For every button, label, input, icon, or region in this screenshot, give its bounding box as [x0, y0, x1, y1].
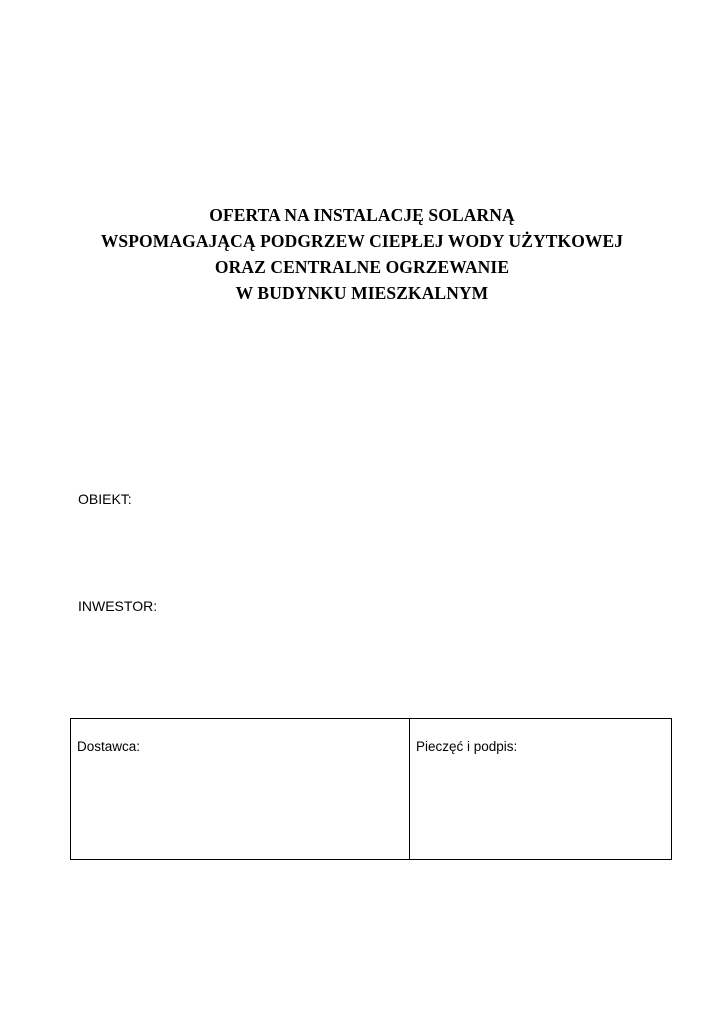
- stamp-signature-label: Pieczęć i podpis:: [416, 739, 518, 754]
- title-line-2: WSPOMAGAJĄCĄ PODGRZEW CIEPŁEJ WODY UŻYTKOWEJ: [100, 231, 624, 251]
- supplier-label: Dostawca:: [77, 739, 141, 754]
- signature-table: [70, 718, 672, 860]
- inwestor-label: INWESTOR:: [78, 598, 158, 614]
- signature-table-row: [71, 719, 672, 860]
- obiekt-label: OBIEKT:: [78, 491, 132, 507]
- title-line-4: W BUDYNKU MIESZKALNYM: [235, 283, 489, 303]
- document-title: [0, 202, 724, 306]
- stamp-signature-cell: [410, 719, 672, 860]
- title-line-3: ORAZ CENTRALNE OGRZEWANIE: [214, 257, 510, 277]
- title-line-1: OFERTA NA INSTALACJĘ SOLARNĄ: [209, 205, 515, 225]
- supplier-cell: [71, 719, 410, 860]
